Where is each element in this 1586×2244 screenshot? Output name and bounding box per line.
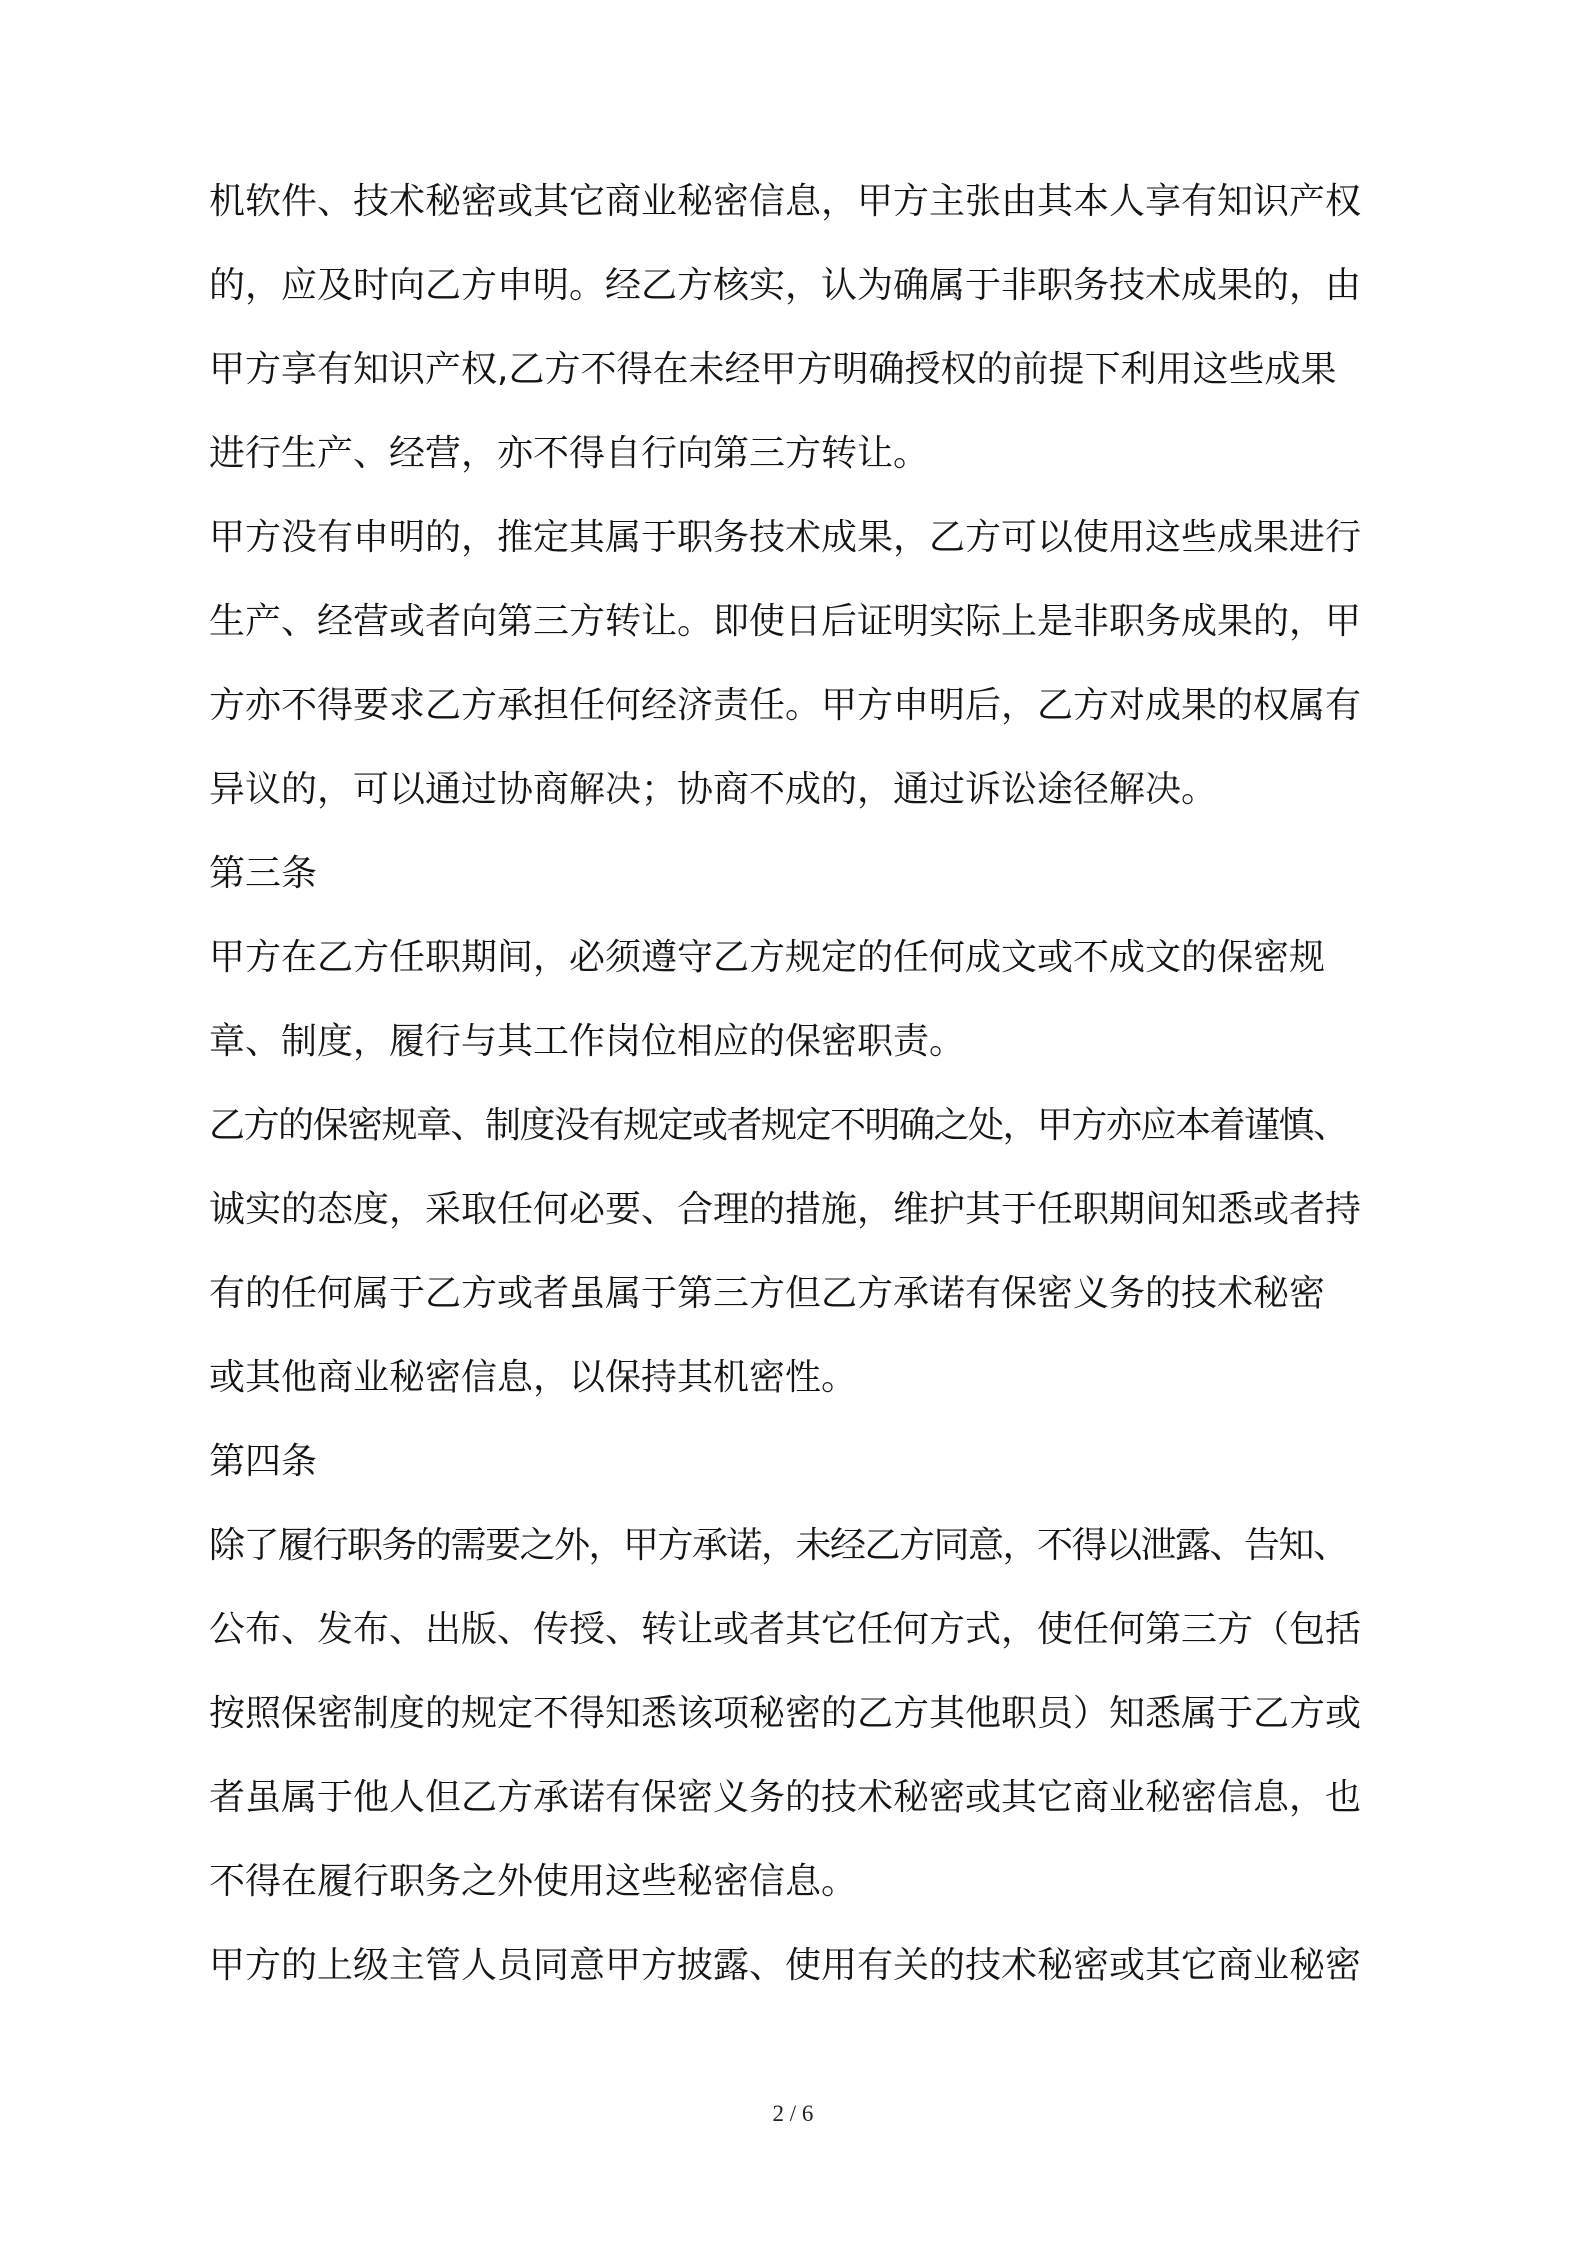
paragraph: [209, 916, 1409, 1084]
text-line: 生产、经营或者向第三方转让。即使日后证明实际上是非职务成果的，甲: [209, 601, 1362, 642]
text-line: 除了履行职务的需要之外，甲方承诺，未经乙方同意，不得以泄露、告知、: [209, 1525, 1348, 1566]
text-line: 乙方的保密规章、制度没有规定或者规定不明确之处，甲方亦应本着谨慎、: [209, 1105, 1348, 1146]
text-line: 有的任何属于乙方或者虽属于第三方但乙方承诺有保密义务的技术秘密: [209, 1273, 1326, 1314]
paragraph: [209, 160, 1409, 496]
article-heading: 第四条: [209, 1441, 318, 1482]
paragraph: [209, 496, 1409, 832]
text-line: 进行生产、经营，亦不得自行向第三方转让。: [209, 433, 930, 474]
article-heading: 第三条: [209, 853, 318, 894]
text-line: 甲方的上级主管人员同意甲方披露、使用有关的技术秘密或其它商业秘密: [209, 1945, 1362, 1986]
paragraph: [209, 1924, 1409, 2008]
paragraph: [209, 1504, 1409, 1924]
paragraph: [209, 1084, 1409, 1420]
text-line: 甲方在乙方任职期间，必须遵守乙方规定的任何成文或不成文的保密规: [209, 937, 1326, 978]
text-line: 异议的，可以通过协商解决；协商不成的，通过诉讼途径解决。: [209, 769, 1218, 810]
page-number: 2 / 6: [772, 2101, 814, 2126]
text-line: 章、制度，履行与其工作岗位相应的保密职责。: [209, 1021, 966, 1062]
text-line: 或其他商业秘密信息，以保持其机密性。: [209, 1357, 858, 1398]
text-line: 的，应及时向乙方申明。经乙方核实，认为确属于非职务技术成果的，由: [209, 265, 1362, 306]
text-line: 甲方享有知识产权,乙方不得在未经甲方明确授权的前提下利用这些成果: [209, 349, 1337, 390]
document-body: [209, 160, 1409, 2008]
text-line: 者虽属于他人但乙方承诺有保密义务的技术秘密或其它商业秘密信息，也: [209, 1777, 1362, 1818]
text-line: 甲方没有申明的，推定其属于职务技术成果，乙方可以使用这些成果进行: [209, 517, 1362, 558]
text-line: 公布、发布、出版、传授、转让或者其它任何方式，使任何第三方（包括: [209, 1609, 1362, 1650]
text-line: 机软件、技术秘密或其它商业秘密信息，甲方主张由其本人享有知识产权: [209, 181, 1362, 222]
text-line: 方亦不得要求乙方承担任何经济责任。甲方申明后，乙方对成果的权属有: [209, 685, 1362, 726]
text-line: 诚实的态度，采取任何必要、合理的措施，维护其于任职期间知悉或者持: [209, 1189, 1362, 1230]
text-line: 按照保密制度的规定不得知悉该项秘密的乙方其他职员）知悉属于乙方或: [209, 1693, 1362, 1734]
text-line: 不得在履行职务之外使用这些秘密信息。: [209, 1861, 858, 1902]
